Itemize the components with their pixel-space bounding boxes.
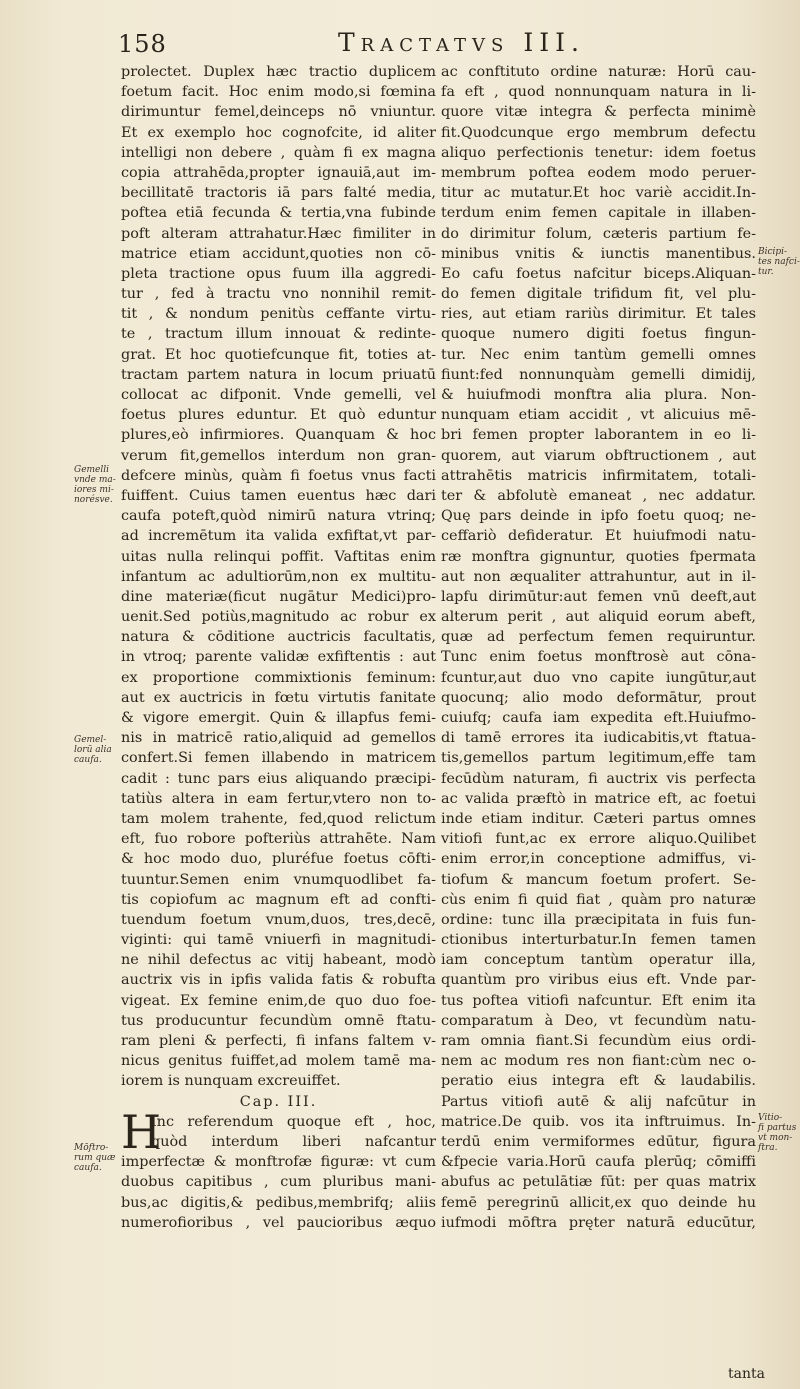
text-line: aliquo perfectionis tenetur: idem foetus: [441, 144, 756, 161]
text-line: ceffariò defideratur. Et huiufmodi natu-: [441, 528, 756, 545]
text-line: ter & abfolutè emaneat , nec addatur.: [441, 487, 756, 504]
text-line: duobus capitibus , cum pluribus mani-: [121, 1174, 436, 1191]
marginal-line: rum quæ: [74, 1153, 116, 1163]
marginal-line: tes nafci-: [758, 257, 800, 267]
text-line: minibus vnitis & iunctis manentibus.: [441, 245, 756, 262]
text-line: pleta tractione opus fuum illa aggredi-: [121, 265, 436, 282]
text-line: fuiffent. Cuius tamen euentus hæc dari: [121, 487, 436, 504]
text-line: tis copiofum ac magnum eft ad confti-: [121, 891, 436, 908]
marginal-note-monstrorum-causa: [74, 1143, 118, 1173]
chapter-heading: Cap. III.: [239, 1093, 318, 1110]
text-line: Partus vitiofi autē & alij nafcūtur in: [441, 1093, 756, 1110]
text-line: ræ monftra gignuntur, quoties fpermata: [441, 548, 756, 565]
text-line: quæ ad perfectum femen requiruntur.: [441, 629, 756, 646]
text-line: foetus plures eduntur. Et quò eduntur: [121, 407, 436, 424]
text-line: te , tractum illum innouat & redinte-: [121, 326, 436, 343]
text-line: quantùm pro viribus eius eft. Vnde par-: [441, 972, 756, 989]
text-line: bri femen propter laborantem in eo li-: [441, 427, 756, 444]
text-line: bus,ac digitis,& pedibus,membrifq; aliis: [121, 1194, 436, 1211]
text-line: tam molem trahente, fed,quod relictum: [121, 810, 436, 827]
dropcap-letter: H: [121, 1104, 162, 1159]
text-line: aut non æqualiter attrahuntur, aut in il-: [441, 568, 756, 585]
text-line: cuiufq; caufa iam expedita eft.Huiufmo-: [441, 710, 756, 726]
text-line: tatiùs altera in eam fertur,vtero non to-: [121, 790, 436, 807]
marginal-line: lorū alia: [74, 745, 112, 755]
text-line: & vigore emergit. Quin & illapfus femi-: [121, 710, 436, 726]
text-line: &fpecie varia.Horū caufa plerūq; cōmiffi: [441, 1154, 756, 1171]
marginal-line: caufa.: [74, 1163, 102, 1173]
dropcap-line-1: Inc referendum quoque eft , hoc,: [151, 1113, 436, 1130]
text-line: tus producuntur fecundùm omnē ftatu-: [121, 1012, 436, 1029]
text-line: caufa poteft,quòd nimirū natura vtrinq;: [121, 508, 436, 525]
text-line: ordine: tunc illa præcipitata in fuis fun-: [441, 911, 756, 928]
text-line: verum fit,gemellos interdum non gran-: [121, 447, 436, 464]
text-line: ne nihil defectus ac vitij habeant, modò: [121, 952, 436, 969]
marginal-line: ftra.: [758, 1143, 778, 1153]
text-line: terdū enim vermiformes edūtur, figura: [441, 1133, 756, 1150]
text-line: lapfu dirimūtur:aut femen vnū deeft,aut: [441, 588, 756, 605]
marginal-line: iores mi-: [74, 485, 114, 495]
text-line: & hoc modo duo, pluréfue foetus cōfti-: [121, 851, 436, 868]
text-line: fecūdùm naturam, fi auctrix vis perfecta: [441, 770, 756, 787]
text-line: femē peregrinū allicit,ex quo deinde hu: [441, 1194, 756, 1211]
right-column: [441, 62, 756, 1233]
text-line: ram omnia fiant.Si fecundùm eius ordi-: [441, 1033, 756, 1049]
text-line: quorem, aut viarum obftructionem , aut: [441, 447, 756, 464]
text-line: Eo cafu foetus nafcitur biceps.Aliquan-: [441, 265, 756, 282]
text-line: nicus genitus fuiffet,ad molem tamē ma-: [121, 1053, 436, 1070]
left-column: [121, 62, 436, 1233]
text-line: fcuntur,aut duo vno capite iungūtur,aut: [441, 669, 756, 686]
text-line: ac conftituto ordine naturæ: Horū cau-: [441, 64, 756, 80]
left-column-text: [121, 62, 436, 1092]
text-line: aut ex auctricis in fœtu virtutis fanitate: [121, 689, 436, 706]
text-line: confert.Si femen illabendo in matricem: [121, 750, 436, 767]
marginal-line: Mōftro-: [74, 1143, 109, 1153]
text-line: quore vitæ integra & perfecta minimè: [441, 104, 756, 121]
text-line: abufus ac petulātiæ fūt: per quas matrix: [441, 1174, 756, 1191]
text-line: quoque numero digiti foetus fingun-: [441, 326, 756, 343]
marginal-line: Bicipi-: [758, 247, 788, 257]
text-line: becillitatē tractoris iā pars falté media,: [121, 185, 436, 202]
text-line: tit , & nondum penitùs ceffante virtu-: [121, 306, 436, 323]
text-line: dirimuntur femel,deinceps nō vniuntur.: [121, 104, 436, 121]
text-line: tiofum & mancum foetum profert. Se-: [441, 871, 756, 888]
text-line: numerofioribus , vel paucioribus æquo: [121, 1214, 436, 1231]
dropcap-paragraph: [121, 1104, 436, 1159]
text-line: nem ac modum res non fiant:cùm nec o-: [441, 1053, 756, 1070]
text-line: viginti: qui tamē vniuerfi in magnitudi-: [121, 932, 436, 949]
text-line: cùs enim fi quid fiat , quàm pro naturæ: [441, 891, 756, 908]
text-line: ctionibus interturbatur.In femen tamen: [441, 932, 756, 949]
text-line: di tamē errores ita iudicabitis,vt ftatua-: [441, 730, 756, 747]
text-line: & huiufmodi monftra alia plura. Non-: [441, 387, 756, 403]
text-line: tractam partem natura in locum priuatū: [121, 366, 436, 383]
marginal-line: tur.: [758, 267, 774, 277]
text-line: vigeat. Ex femine enim,de quo duo foe-: [121, 992, 436, 1009]
marginal-line: vt mon-: [758, 1133, 793, 1143]
text-line: do femen digitale trifidum fit, vel plu-: [441, 286, 756, 303]
marginal-line: caufa.: [74, 755, 102, 765]
text-line: inde etiam inditur. Cæteri partus omnes: [441, 810, 756, 827]
running-title: Tractatvs III.: [338, 28, 585, 57]
text-line: terdum enim femen capitale in illaben-: [441, 205, 756, 222]
text-line: eft, fuo robore pofteriùs attrahēte. Nam: [121, 831, 436, 848]
text-line: iam conceptum tantùm operatur illa,: [441, 952, 756, 969]
marginal-note-gemellorum-causa: [74, 735, 118, 765]
text-line: ex proportione commixtionis feminum:: [121, 669, 436, 686]
dropcap-line-2: quòd interdum liberi nafcantur: [151, 1133, 436, 1150]
text-line: copia attrahēda,propter ignauiā,aut im-: [121, 164, 436, 181]
text-line: quocunq; alio modo deformātur, prout: [441, 689, 756, 706]
text-line: imperfectæ & monftrofæ figuræ: vt cum: [121, 1154, 436, 1171]
text-line: peratio eius integra eft & laudabilis.: [441, 1073, 756, 1090]
right-column-text: [441, 62, 756, 1233]
marginal-line: Vitio-: [758, 1113, 783, 1123]
marginal-line: Gemel-: [74, 735, 107, 745]
text-line: cadit : tunc pars eius aliquando præcipi-: [121, 770, 436, 787]
text-line: tuendum foetum vnum,duos, tres,decē,: [121, 911, 436, 928]
text-line: tis,gemellos partum legitimum,effe tam: [441, 750, 756, 767]
text-line: uitas nulla relinqui poffit. Vaftitas enim: [121, 548, 436, 565]
text-line: titur ac mutatur.Et hoc variè accidit.In-: [441, 185, 756, 202]
text-line: poftea etiā fecunda & tertia,vna fubinde: [121, 205, 436, 222]
text-line: poft alteram attrahatur.Hæc fimiliter in: [121, 225, 436, 242]
text-line: foetum facit. Hoc enim modo,si fœmina: [121, 84, 436, 101]
text-line: infantum ac adultiorūm,non ex multitu-: [121, 568, 436, 585]
text-line: prolectet. Duplex hæc tractio duplicem: [121, 64, 436, 80]
text-line: defcere minùs, quàm fi foetus vnus facti: [121, 467, 436, 484]
text-line: fa eft , quod nonnunquam natura in li-: [441, 84, 756, 101]
text-line: Et ex exemplo hoc cognofcite, id aliter: [121, 124, 436, 141]
marginal-note-gemelli: [74, 465, 118, 505]
text-line: uenit.Sed potiùs,magnitudo ac robur ex: [121, 609, 436, 626]
text-line: dine materiæ(ficut nugātur Medici)pro-: [121, 588, 436, 605]
text-line: natura & cōditione auctricis facultatis,: [121, 629, 436, 646]
text-line: ries, aut etiam rariùs dirimitur. Et tales: [441, 306, 756, 323]
page-header: [118, 22, 768, 58]
text-line: iorem is nunquam excreuiffet.: [121, 1073, 341, 1090]
text-line: alterum perit , aut aliquid eorum abeft,: [441, 609, 756, 626]
text-line: comparatum à Deo, vt fecundùm natu-: [441, 1012, 756, 1029]
text-line: fiunt:fed nonnunquàm gemelli dimidij,: [441, 366, 756, 383]
text-line: vitiofi funt,ac ex errore aliquo.Quilibet: [441, 831, 756, 848]
text-line: intelligi non debere , quàm fi ex magna: [121, 144, 436, 161]
text-line: enim error,in conceptione admiffus, vi-: [441, 851, 756, 868]
text-line: grat. Et hoc quotiefcunque fit, toties at-: [121, 346, 436, 363]
text-line: Tunc enim foetus monftrosè aut cōna-: [441, 649, 756, 666]
text-line: auctrix vis in ipfis valida fatis & robufta: [121, 972, 436, 989]
text-line: do dirimitur folum, cæteris partium fe-: [441, 225, 756, 242]
text-line: fit.Quodcunque ergo membrum defectu: [441, 124, 756, 141]
marginal-line: Gemelli: [74, 465, 110, 475]
text-line: tus poftea vitiofi nafcuntur. Eft enim ita: [441, 992, 756, 1009]
marginal-note-bicipites: [758, 247, 798, 277]
text-line: ad incremētum ita valida exfiftat,vt par-: [121, 528, 436, 545]
text-line: iufmodi mōftra pręter naturā educūtur,: [441, 1214, 756, 1231]
catchword: tanta: [728, 1366, 765, 1382]
marginal-line: fi partus: [758, 1123, 797, 1133]
marginal-note-vitiosi: [758, 1113, 798, 1153]
text-line: ac valida præftò in matrice eft, ac foetui: [441, 790, 756, 807]
text-line: tuuntur.Semen enim vnumquodlibet fa-: [121, 871, 436, 888]
text-line: Quę pars deinde in ipfo foetu quoq; ne-: [441, 508, 756, 525]
text-line: tur. Nec enim tantùm gemelli omnes: [441, 346, 756, 363]
text-line: in vtroq; parente validæ exfiftentis : aut: [121, 649, 436, 666]
marginal-line: norésve.: [74, 495, 113, 505]
text-line: matrice.De quib. vos ita inftruimus. In-: [441, 1113, 756, 1130]
text-line: ram pleni & perfecti, fi infans faltem v-: [121, 1033, 436, 1049]
text-line: plures,eò infirmiores. Quanquam & hoc: [121, 427, 436, 444]
left-column-text-after: [121, 1152, 436, 1233]
page-number: 158: [118, 30, 167, 58]
text-line: collocat ac difponit. Vnde gemelli, vel: [121, 387, 436, 403]
text-line: attrahētis matricis infirmitatem, totali-: [441, 467, 756, 484]
text-line: membrum poftea eodem modo peruer-: [441, 164, 756, 181]
text-line: tur , fed à tractu vno nonnihil remit-: [121, 286, 436, 303]
text-line: nis in matricē ratio,aliquid ad gemellos: [121, 730, 436, 747]
text-line: matrice etiam accidunt,quoties non cō-: [121, 245, 436, 262]
text-line: nunquam etiam accidit , vt alicuius mē-: [441, 407, 756, 424]
marginal-line: vnde ma-: [74, 475, 116, 485]
